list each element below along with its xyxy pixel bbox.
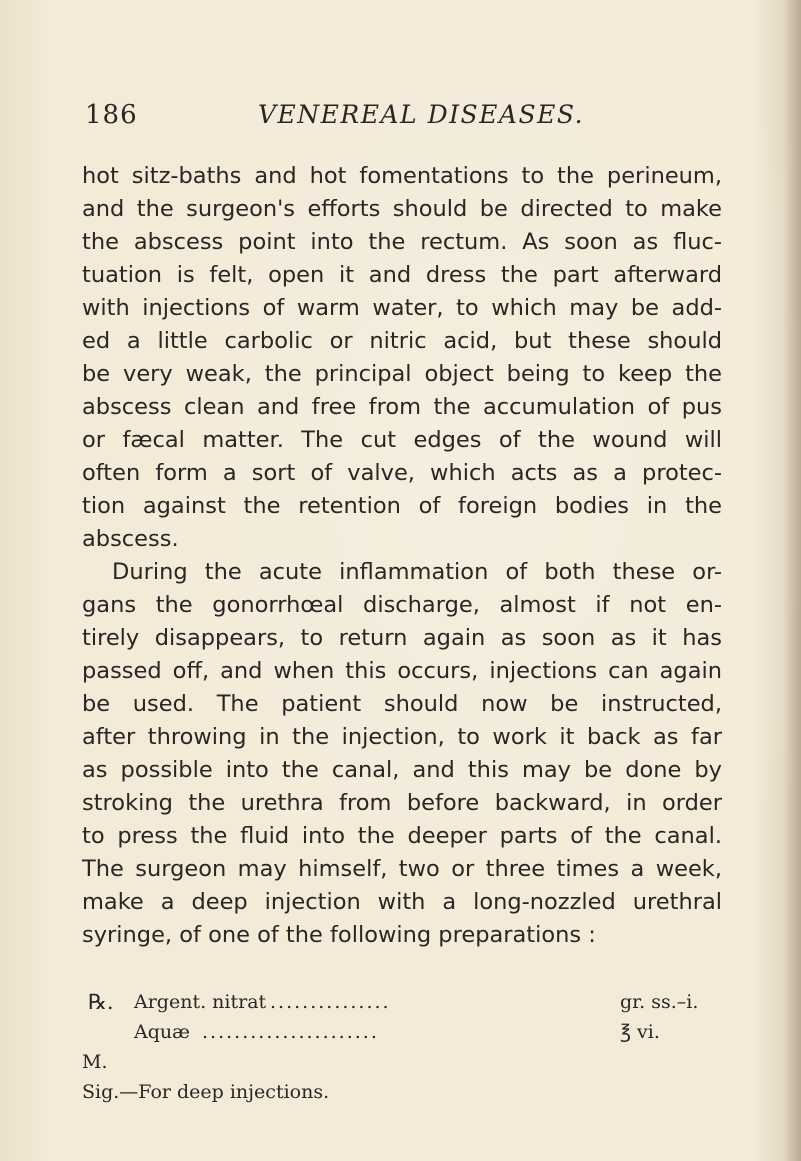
text-line: the abscess point into the rectum. As soon as fluc- (82, 229, 722, 255)
text-line: as possible into the canal, and this may be done by (82, 757, 722, 783)
ingredient-quantity: gr. ss.–i. (620, 991, 699, 1013)
page-edge-shadow (783, 0, 801, 1161)
text-line: hot sitz-baths and hot fomentations to the perineum, (82, 163, 722, 189)
page-header (85, 100, 725, 140)
prescription-line (82, 1047, 722, 1077)
prescription-line (82, 1017, 722, 1047)
text-line: or fæcal matter. The cut edges of the wound will (82, 427, 722, 453)
running-title: VENEREAL DISEASES. (258, 100, 585, 129)
text-line: abscess clean and free from the accumulation of pus (82, 394, 722, 420)
text-line: stroking the urethra from before backward, in order (82, 790, 722, 816)
text-line: The surgeon may himself, two or three times a week, (82, 856, 722, 882)
body-text (82, 160, 722, 952)
text-line: to press the fluid into the deeper parts of the canal. (82, 823, 722, 849)
page-number: 186 (85, 100, 138, 130)
text-line: syringe, of one of the following preparations : (82, 922, 596, 948)
ingredient-name: Argent. nitrat (134, 991, 267, 1013)
signa-instruction: Sig.—For deep injections. (82, 1081, 330, 1103)
recipe-symbol: ℞. (88, 990, 114, 1014)
dot-leader: ...................... (202, 1021, 379, 1043)
text-line: ed a little carbolic or nitric acid, but these should (82, 328, 722, 354)
prescription (82, 987, 722, 1107)
text-line: gans the gonorrhœal discharge, almost if not en- (82, 592, 722, 618)
text-line: often form a sort of valve, which acts as a protec- (82, 460, 722, 486)
text-line: tirely disappears, to return again as soon as it has (82, 625, 722, 651)
text-line: abscess. (82, 526, 179, 552)
text-line: tuation is felt, open it and dress the part afterward (82, 262, 722, 288)
prescription-line (82, 987, 722, 1017)
ingredient-quantity: ℥ vi. (620, 1021, 660, 1043)
text-line: During the acute inflammation of both these or- (112, 559, 722, 585)
text-line: be used. The patient should now be instructed, (82, 691, 722, 717)
text-line: and the surgeon's efforts should be directed to make (82, 196, 722, 222)
text-line: after throwing in the injection, to work it back as far (82, 724, 722, 750)
ingredient-name: Aquæ (134, 1021, 190, 1043)
text-line: make a deep injection with a long-nozzled urethral (82, 889, 722, 915)
prescription-line (82, 1077, 722, 1107)
mix-instruction: M. (82, 1051, 108, 1073)
text-line: be very weak, the principal object being to keep the (82, 361, 722, 387)
text-line: tion against the retention of foreign bodies in the (82, 493, 722, 519)
text-line: passed off, and when this occurs, injections can again (82, 658, 722, 684)
text-line: with injections of warm water, to which may be add- (82, 295, 722, 321)
dot-leader: ............... (270, 991, 391, 1013)
